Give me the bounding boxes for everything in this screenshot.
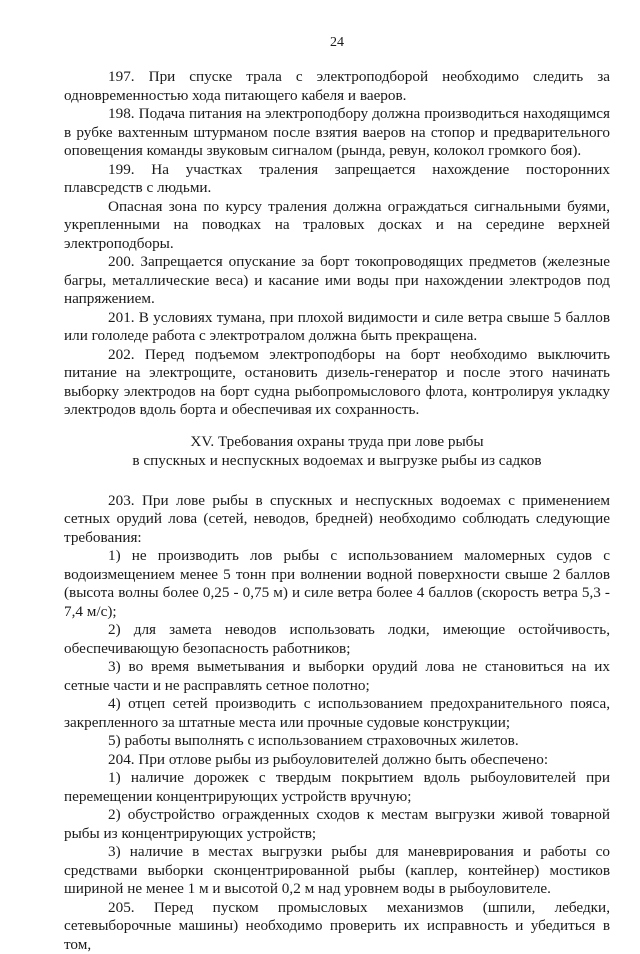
list-item-203-1: 1) не производить лов рыбы с использованием маломерных судов с водоизмещением менее 5 тонн при волнении водной поверхности свыше 2 баллов (высота волны более 0,25 - 0,75 м) и силе ветра более 4 баллов (скорость ветра 5,3 - 7,4 м/с); xyxy=(64,547,610,621)
paragraph-199: 199. На участках траления запрещается нахождение посторонних плавсредств с людьми. xyxy=(64,161,610,198)
list-item-203-4: 4) отцеп сетей производить с использованием предохранительного пояса, закрепленного за штатные места или прочные судовые конструкции; xyxy=(64,695,610,732)
paragraph-200: 200. Запрещается опускание за борт токопроводящих предметов (железные багры, металлические веса) и касание ими воды при нахождении электродов под напряжением. xyxy=(64,253,610,309)
paragraph-202: 202. Перед подъемом электроподборы на борт необходимо выключить питание на электрощите, остановить дизель-генератор и после этого начинать выборку электродов на борт судна рыбопромыслового флота, контролируя укладку электродов вдоль борта и обеспечивая их сохранность. xyxy=(64,346,610,420)
list-item-204-2: 2) обустройство огражденных сходов к местам выгрузки живой товарной рыбы из концентрирующих устройств; xyxy=(64,806,610,843)
list-item-204-1: 1) наличие дорожек с твердым покрытием вдоль рыбоуловителей при перемещении концентрирующих устройств вручную; xyxy=(64,769,610,806)
page-number: 24 xyxy=(64,34,610,52)
paragraph-198: 198. Подача питания на электроподбору должна производиться находящимся в рубке вахтенным штурманом после взятия ваеров на стопор и предварительного оповещения команды звуковым сигналом (рында, ревун, колокол громкого боя). xyxy=(64,105,610,161)
paragraph-danger-zone: Опасная зона по курсу траления должна ограждаться сигнальными буями, укрепленными на поводках на траловых досках и на середине верхней электроподборы. xyxy=(64,198,610,254)
paragraph-205: 205. Перед пуском промысловых механизмов (шпили, лебедки, сетевыборочные машины) необходимо проверить их исправность и убедиться в том, xyxy=(64,899,610,954)
paragraph-204: 204. При отлове рыбы из рыбоуловителей должно быть обеспечено: xyxy=(64,751,610,770)
section-heading-line-1: XV. Требования охраны труда при лове рыбы xyxy=(64,432,610,451)
list-item-203-2: 2) для замета неводов использовать лодки, имеющие остойчивость, обеспечивающую безопасность работников; xyxy=(64,621,610,658)
paragraph-197: 197. При спуске трала с электроподборой необходимо следить за одновременностью хода питающего кабеля и ваеров. xyxy=(64,68,610,105)
section-heading-line-2: в спускных и неспускных водоемах и выгрузке рыбы из садков xyxy=(64,451,610,470)
list-item-203-3: 3) во время выметывания и выборки орудий лова не становиться на их сетные части и не расправлять сетное полотно; xyxy=(64,658,610,695)
list-item-204-3: 3) наличие в местах выгрузки рыбы для маневрирования и работы со средствами выборки сконцентрированной рыбы (каплер, контейнер) мостиков шириной не менее 1 м и высотой 0,2 м над уровнем воды в рыбоуловителе. xyxy=(64,843,610,899)
list-item-203-5: 5) работы выполнять с использованием страховочных жилетов. xyxy=(64,732,610,751)
section-heading xyxy=(64,432,610,470)
paragraph-201: 201. В условиях тумана, при плохой видимости и силе ветра свыше 5 баллов или гололеде работа с электротралом должна быть прекращена. xyxy=(64,309,610,346)
paragraph-203: 203. При лове рыбы в спускных и неспускных водоемах с применением сетных орудий лова (сетей, неводов, бредней) необходимо соблюдать следующие требования: xyxy=(64,492,610,548)
